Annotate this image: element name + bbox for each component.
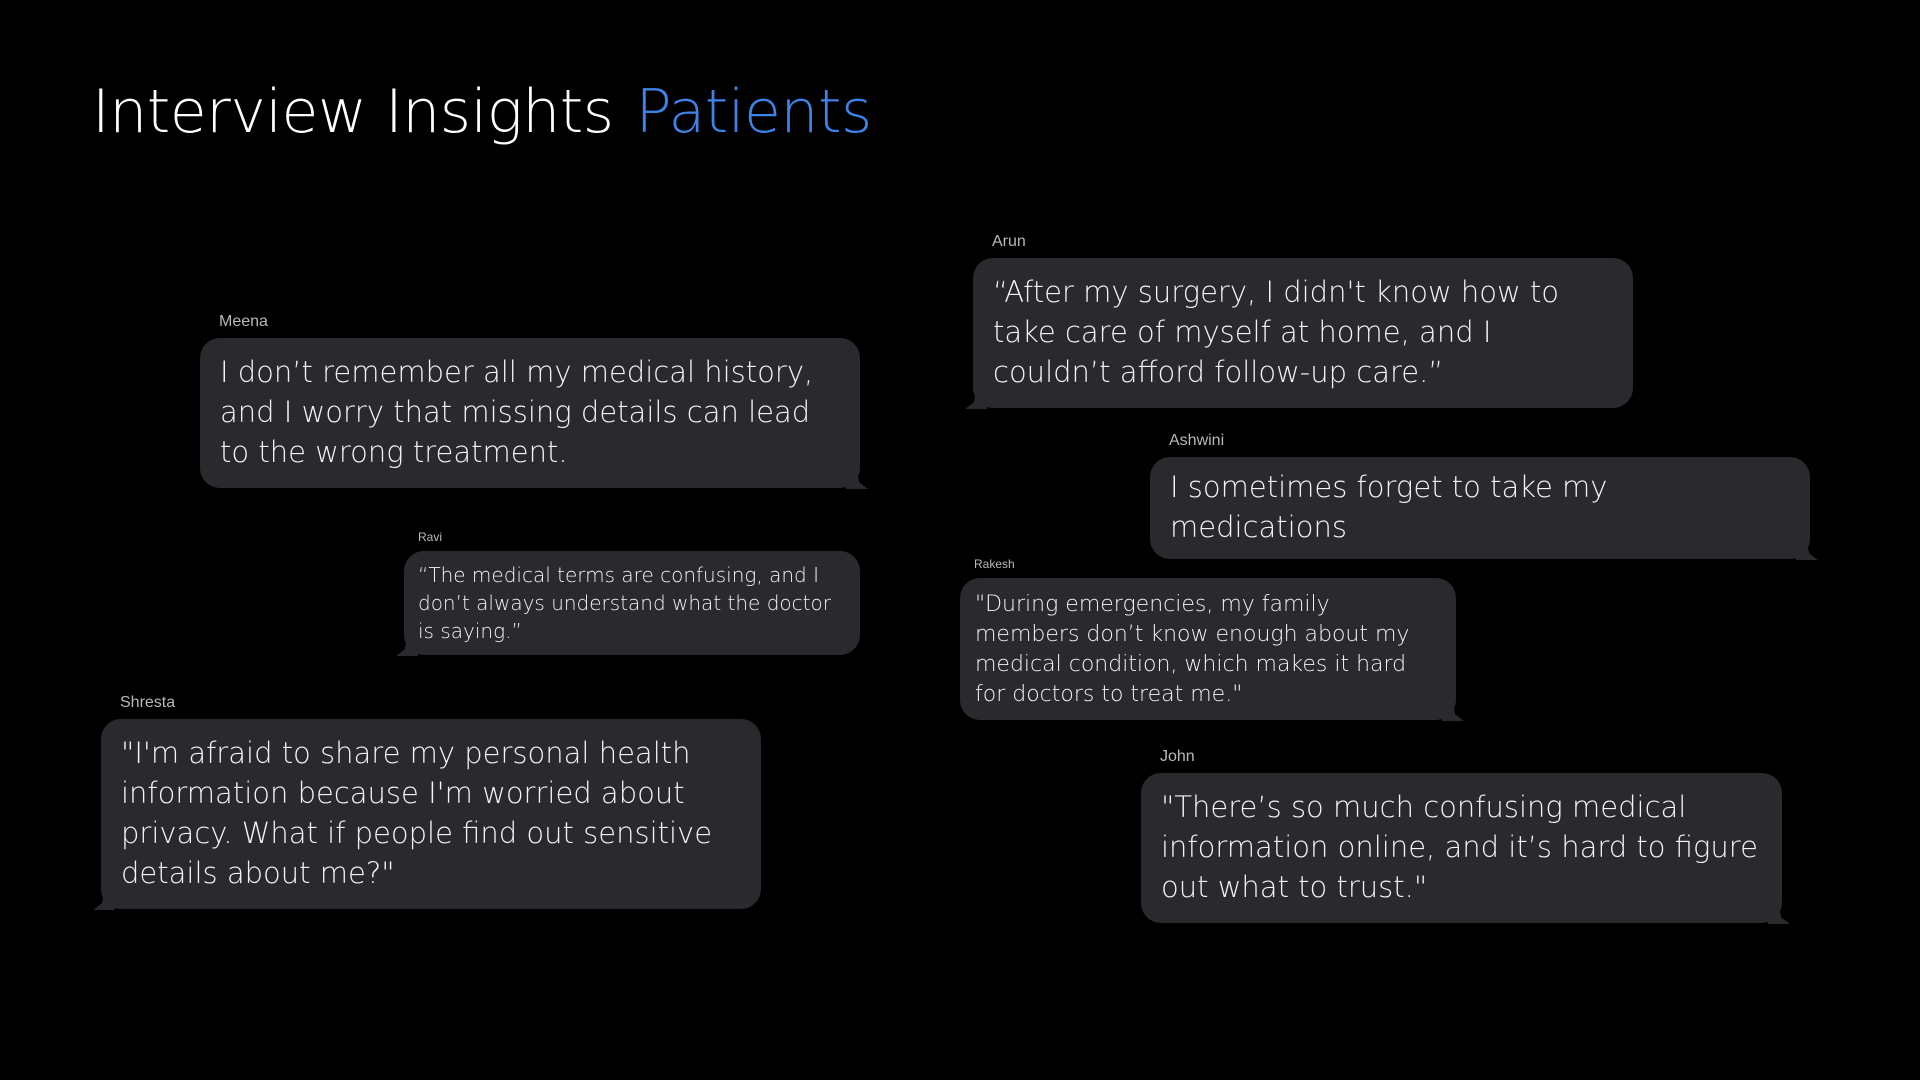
sender-name: Arun <box>992 233 1026 250</box>
sender-name: Ravi <box>418 530 443 544</box>
message-text: "There’s so much confusing medical information online, and it’s hard to figure out what to trust." <box>1161 790 1758 904</box>
sender-name: Meena <box>219 313 268 330</box>
message-text: “The medical terms are confusing, and I don’t always understand what the doctor is saying.” <box>418 563 831 643</box>
message-john <box>1141 748 1782 923</box>
message-meena <box>200 313 860 488</box>
message-rakesh <box>960 555 1456 720</box>
bubble-tail <box>1796 538 1818 560</box>
page-title <box>92 72 872 152</box>
message-bubble <box>404 551 860 655</box>
message-bubble <box>200 338 860 488</box>
sender-name: Ashwini <box>1169 432 1225 449</box>
bubble-tail <box>846 467 868 489</box>
page-title-accent: Patients <box>635 77 872 147</box>
sender-name: Rakesh <box>974 557 1015 571</box>
message-text: "I'm afraid to share my personal health information because I'm worried about privacy. What if people find out sensitive details about me?" <box>121 736 713 890</box>
message-bubble <box>1150 457 1810 559</box>
bubble-tail <box>396 634 418 656</box>
message-ravi <box>404 528 860 655</box>
message-text: I sometimes forget to take my medications <box>1170 470 1608 544</box>
message-text: “After my surgery, I didn't know how to take care of myself at home, and I couldn’t afford follow-up care.” <box>993 275 1560 389</box>
sender-name: John <box>1160 748 1195 765</box>
bubble-tail <box>93 888 115 910</box>
message-text: "During emergencies, my family members don’t know enough about my medical condition, which makes it hard for doctors to treat me." <box>975 592 1410 707</box>
message-arun <box>973 233 1633 408</box>
message-bubble <box>960 578 1456 720</box>
bubble-tail <box>1442 699 1464 721</box>
sender-name: Shresta <box>120 694 176 711</box>
message-bubble <box>1141 773 1782 923</box>
message-shresta <box>101 694 761 909</box>
bubble-tail <box>965 387 987 409</box>
message-bubble <box>101 719 761 909</box>
bubble-tail <box>1768 902 1790 924</box>
message-text: I don’t remember all my medical history, and I worry that missing details can lead to the wrong treatment. <box>220 355 814 469</box>
message-bubble <box>973 258 1633 408</box>
page-title-main: Interview Insights <box>92 77 614 147</box>
message-ashwini <box>1150 432 1810 559</box>
